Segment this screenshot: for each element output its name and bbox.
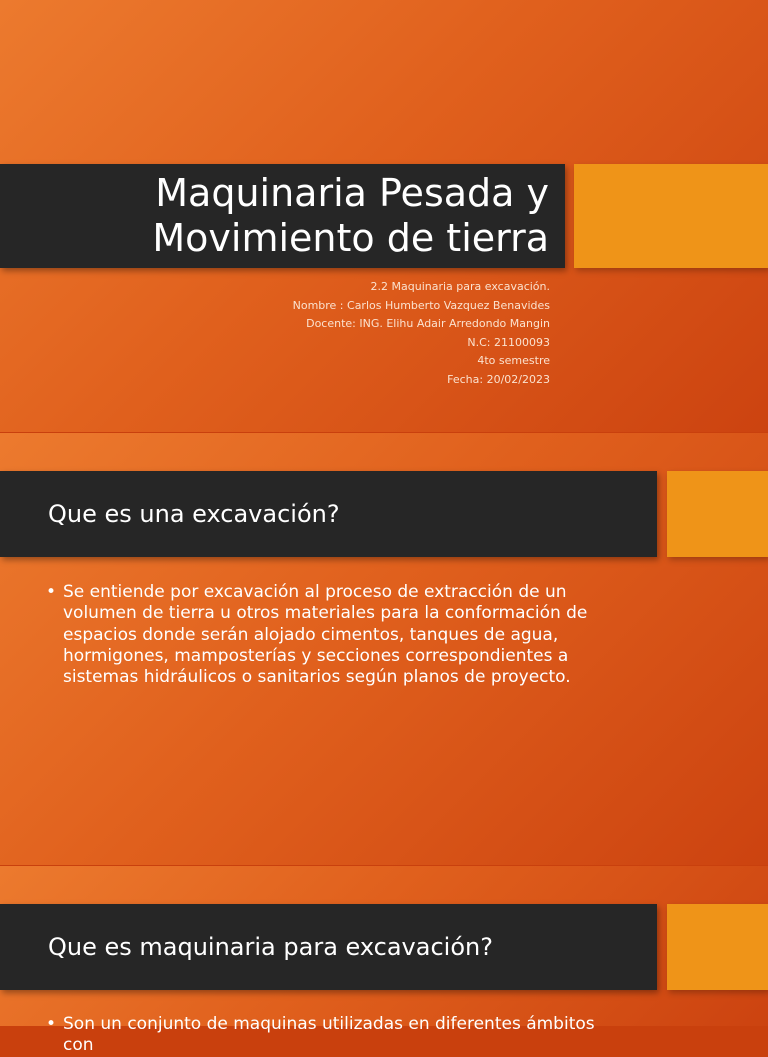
main-title-line-1: Maquinaria Pesada y — [155, 171, 549, 215]
slide-heading: Que es una excavación? — [48, 500, 340, 528]
bullet-list — [46, 582, 606, 688]
subtitle-semester: 4to semestre — [477, 354, 550, 368]
bullet-icon: • — [46, 1014, 57, 1034]
accent-bar — [667, 904, 768, 990]
main-title — [152, 164, 549, 268]
bullet-list — [46, 1014, 606, 1057]
subtitle-control-number: N.C: 21100093 — [467, 335, 550, 349]
bullet-text: Se entiende por excavación al proceso de extracción de un volumen de tierra u otros materiales para la conformación de espacios donde serán alojado cimentos, tanques de agua, hormigones, mamposterías y secciones correspondientes a sistemas hidráulicos o sanitarios según planos de proyecto. — [63, 582, 588, 688]
subtitle-topic: 2.2 Maquinaria para excavación. — [370, 280, 550, 293]
content-slide-maquinaria — [0, 866, 768, 1056]
subtitle-block — [293, 278, 550, 390]
bullet-item — [46, 1014, 606, 1057]
subtitle-teacher: Docente: ING. Elihu Adair Arredondo Mangin — [306, 317, 550, 331]
subtitle-date: Fecha: 20/02/2023 — [447, 372, 550, 386]
bullet-icon: • — [46, 582, 57, 602]
heading-bar — [0, 904, 657, 990]
title-bar — [0, 164, 565, 268]
accent-bar — [667, 471, 768, 557]
slide-heading: Que es maquinaria para excavación? — [48, 933, 493, 961]
bullet-item — [46, 582, 606, 688]
accent-bar — [574, 164, 768, 268]
title-slide — [0, 0, 768, 432]
heading-bar — [0, 471, 657, 557]
content-slide-excavacion — [0, 433, 768, 865]
main-title-line-2: Movimiento de tierra — [152, 216, 549, 260]
subtitle-student-name: Nombre : Carlos Humberto Vazquez Benavides — [292, 298, 550, 312]
bullet-text: Son un conjunto de maquinas utilizadas en diferentes ámbitos con — [63, 1014, 595, 1056]
